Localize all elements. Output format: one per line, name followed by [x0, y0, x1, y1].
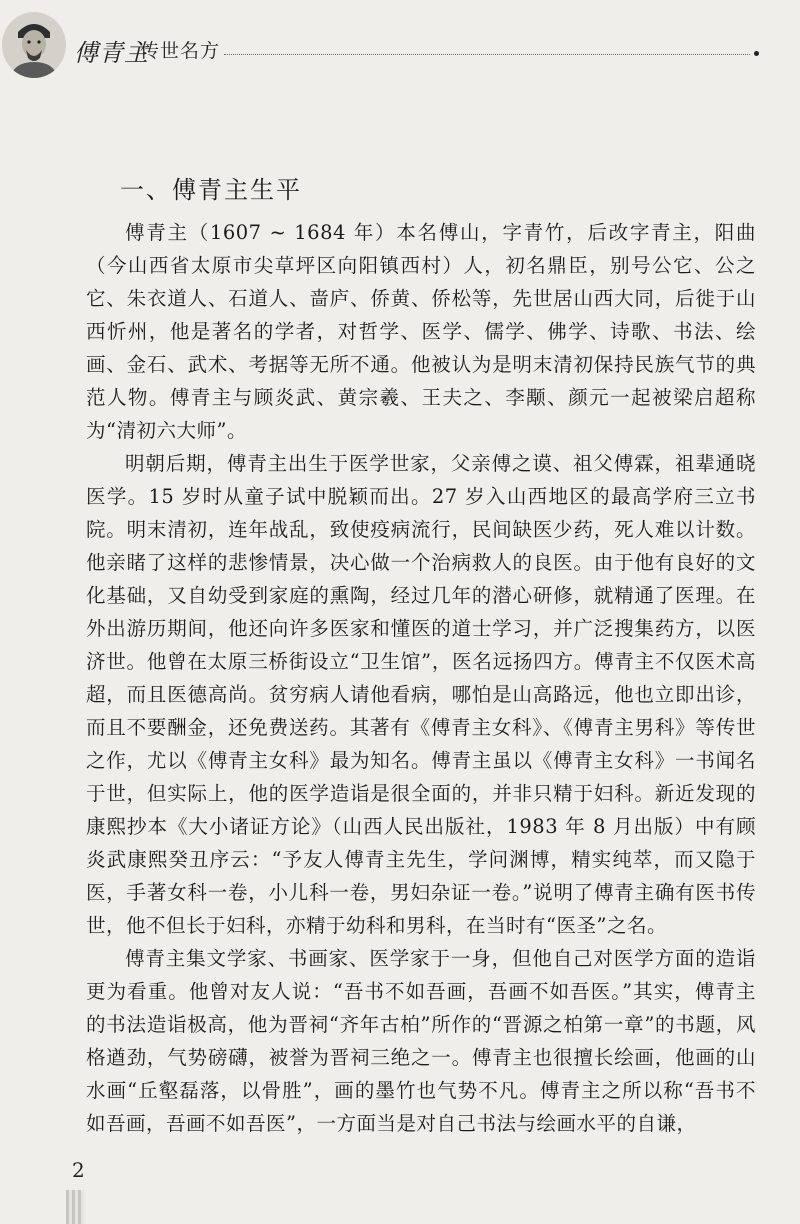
- paragraph-3: 傅青主集文学家、书画家、医学家于一身，但他自己对医学方面的造诣更为看重。他曾对友人说：“吾书不如吾画，吾画不如吾医。”其实，傅青主的书法造诣极高，他为晋祠“齐年古柏”所作的“晋源之柏第一章”的书题，风格遒劲，气势磅礴，被誉为晋祠三绝之一。傅青主也很擅长绘画，他画的山水画“丘壑磊落，以骨胜”，画的墨竹也气势不凡。傅青主之所以称“吾书不如吾画，吾画不如吾医”，一方面当是对自己书法与绘画水平的自谦，: [86, 947, 756, 1135]
- header-end-dot: [754, 51, 759, 56]
- paragraph-2: 明朝后期，傅青主出生于医学世家，父亲傅之谟、祖父傅霖，祖辈通晓医学。15 岁时从童子试中脱颖而出。27 岁入山西地区的最高学府三立书院。明末清初，连年战乱，致使疫病流行，民间缺医少药，死人难以计数。他亲睹了这样的悲惨情景，决心做一个治病救人的良医。由于他有良好的文化基础，又自幼受到家庭的熏陶，经过几年的潜心研修，就精通了医理。在外出游历期间，他还向许多医家和懂医的道士学习，并广泛搜集药方，以医济世。他曾在太原三桥街设立“卫生馆”，医名远扬四方。傅青主不仅医术高超，而且医德高尚。贫穷病人请他看病，哪怕是山高路远，他也立即出诊，而且不要酬金，还免费送药。其著有《傅青主女科》、《傅青主男科》等传世之作，尤以《傅青主女科》最为知名。傅青主虽以《傅青主女科》一书闻名于世，但实际上，他的医学造诣是很全面的，并非只精于妇科。新近发现的康熙抄本《大小诸证方论》（山西人民出版社，1983 年 8 月出版）中有顾炎武康熙癸丑序云：“予友人傅青主先生，学问渊博，精实纯萃，而又隐于医，手著女科一卷，小儿科一卷，男妇杂证一卷。”说明了傅青主确有医书传世，他不但长于妇科，亦精于幼科和男科，在当时有“医圣”之名。: [86, 452, 756, 937]
- body-text: [86, 216, 756, 1140]
- portrait-avatar: [2, 12, 66, 78]
- running-header: [0, 0, 800, 90]
- header-dotted-rule: [224, 54, 750, 55]
- header-logo: 傅青主: [74, 39, 149, 67]
- paragraph-1: 傅青主（1607 ~ 1684 年）本名傅山，字青竹，后改字青主，阳曲（今山西省太原市尖草坪区向阳镇西村）人，初名鼎臣，别号公它、公之它、朱衣道人、石道人、啬庐、侨黄、侨松等，先世居山西大同，后徙于山西忻州，他是著名的学者，对哲学、医学、儒学、佛学、诗歌、书法、绘画、金石、武术、考据等无所不通。他被认为是明末清初保持民族气节的典范人物。傅青主与顾炎武、黄宗羲、王夫之、李颙、颜元一起被梁启超称为“清初六大师”。: [86, 221, 756, 442]
- page-number: 2: [72, 1158, 85, 1182]
- header-subtitle: 传世名方: [140, 40, 221, 62]
- section-title: 一、傅青主生平: [120, 176, 302, 204]
- portrait-icon: [2, 12, 66, 78]
- binding-edge: [66, 1190, 84, 1224]
